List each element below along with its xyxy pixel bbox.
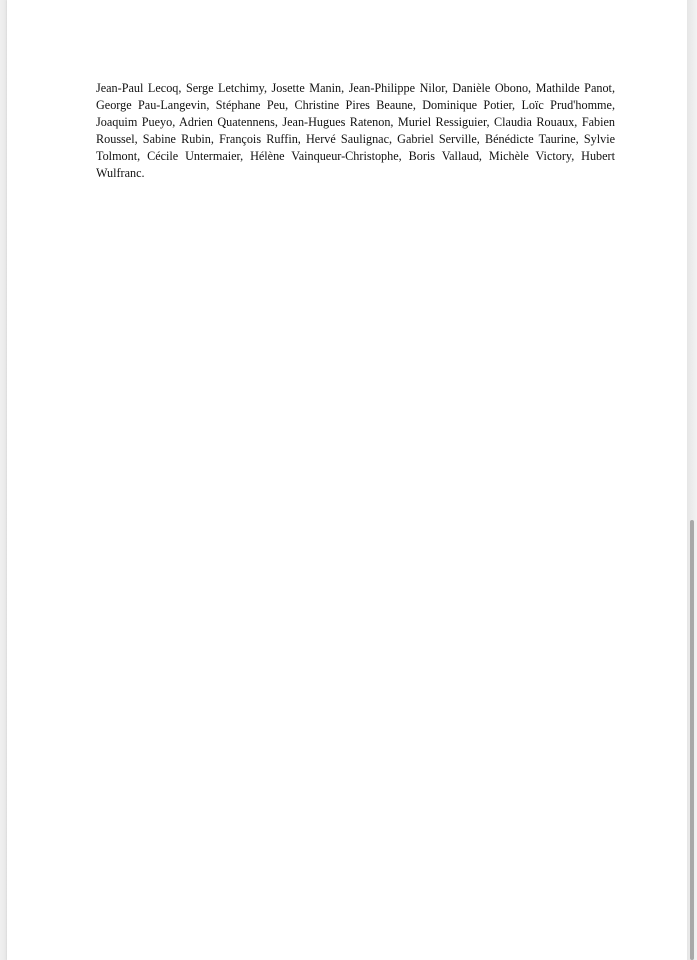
document-page xyxy=(7,0,687,960)
name-list-paragraph: Jean-Paul Lecoq, Serge Letchimy, Josette Manin, Jean-Philippe Nilor, Danièle Obono, Mathilde Panot, George Pau-Langevin, Stéphane Peu, Christine Pires Beaune, Dominique Potier, Loïc Prud'homme, Joaquim Pueyo, Adrien Quatennens, Jean-Hugues Ratenon, Muriel Ressiguier, Claudia Rouaux, Fabien Roussel, Sabine Rubin, François Ruffin, Hervé Saulignac, Gabriel Serville, Bénédicte Taurine, Sylvie Tolmont, Cécile Untermaier, Hélène Vainqueur-Christophe, Boris Vallaud, Michèle Victory, Hubert Wulfranc. xyxy=(96,81,615,180)
vertical-scrollbar[interactable] xyxy=(687,0,697,960)
scrollbar-thumb[interactable] xyxy=(690,520,694,960)
page-left-margin xyxy=(0,0,7,960)
